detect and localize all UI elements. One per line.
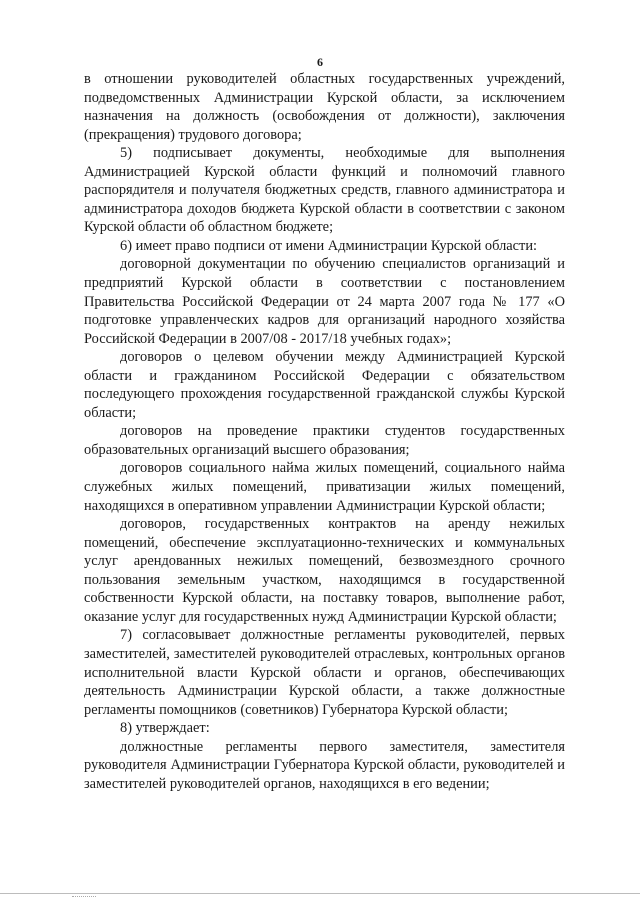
paragraph-social-housing: договоров социального найма жилых помещений, социального найма служебных жилых помещений, приватизации жилых помещений, находящихся в оперативном управлении Администрации Курской области;: [84, 460, 565, 514]
scan-artifact: [72, 896, 96, 901]
paragraph-targeted-training: договоров о целевом обучении между Администрацией Курской области и гражданином Российской Федерации с обязательством последующего прохождения государственной гражданской службы Курской области;: [84, 349, 565, 421]
paragraph-item-6: 6) имеет право подписи от имени Администрации Курской области:: [120, 237, 538, 254]
paragraph-item-8: 8) утверждает:: [120, 720, 210, 737]
document-body: [84, 70, 565, 793]
page-bottom-edge: [0, 893, 640, 894]
paragraph-training-contracts: договорной документации по обучению специалистов организаций и предприятий Курской области в соответствии с постановлением Правительства Российской Федерации от 24 марта 2007 года № 177 «О подготовке управленческих кадров для организаций народного хозяйства Российской Федерации в 2007/08 - 2017/18 учебных годах»;: [84, 256, 565, 347]
paragraph-state-contracts: договоров, государственных контрактов на аренду нежилых помещений, обеспечение эксплуатационно-технических и коммунальных услуг арендованных нежилых помещений, безвозмездного срочного пользования земельным участком, находящимся в государственной собственности Курской области, на поставку товаров, выполнение работ, оказание услуг для государственных нужд Администрации Курской области;: [84, 516, 565, 625]
paragraph-1: в отношении руководителей областных государственных учреждений, подведомственных Администрации Курской области, за исключением назначения на должность (освобождения от должности), заключения (прекращения) трудового договора;: [84, 71, 565, 143]
page-number: 6: [317, 55, 323, 69]
paragraph-job-regulations: должностные регламенты первого заместителя, заместителя руководителя Администрации Губернатора Курской области, руководителей и заместителей руководителей органов, находящихся в его ведении;: [84, 738, 565, 792]
paragraph-student-practice: договоров на проведение практики студентов государственных образовательных организаций высшего образования;: [84, 423, 565, 458]
paragraph-item-7: 7) согласовывает должностные регламенты руководителей, первых заместителей, заместителей руководителей отраслевых, контрольных органов исполнительной власти Курской области и органов, обеспечивающих деятельность Администрации Курской области, а также должностные регламенты помощников (советников) Губернатора Курской области;: [84, 627, 565, 718]
paragraph-item-5: 5) подписывает документы, необходимые для выполнения Администрацией Курской области функций и полномочий главного распорядителя и получателя бюджетных средств, главного администратора и администратора доходов бюджета Курской области в соответствии с законом Курской области об областном бюджете;: [84, 145, 565, 236]
